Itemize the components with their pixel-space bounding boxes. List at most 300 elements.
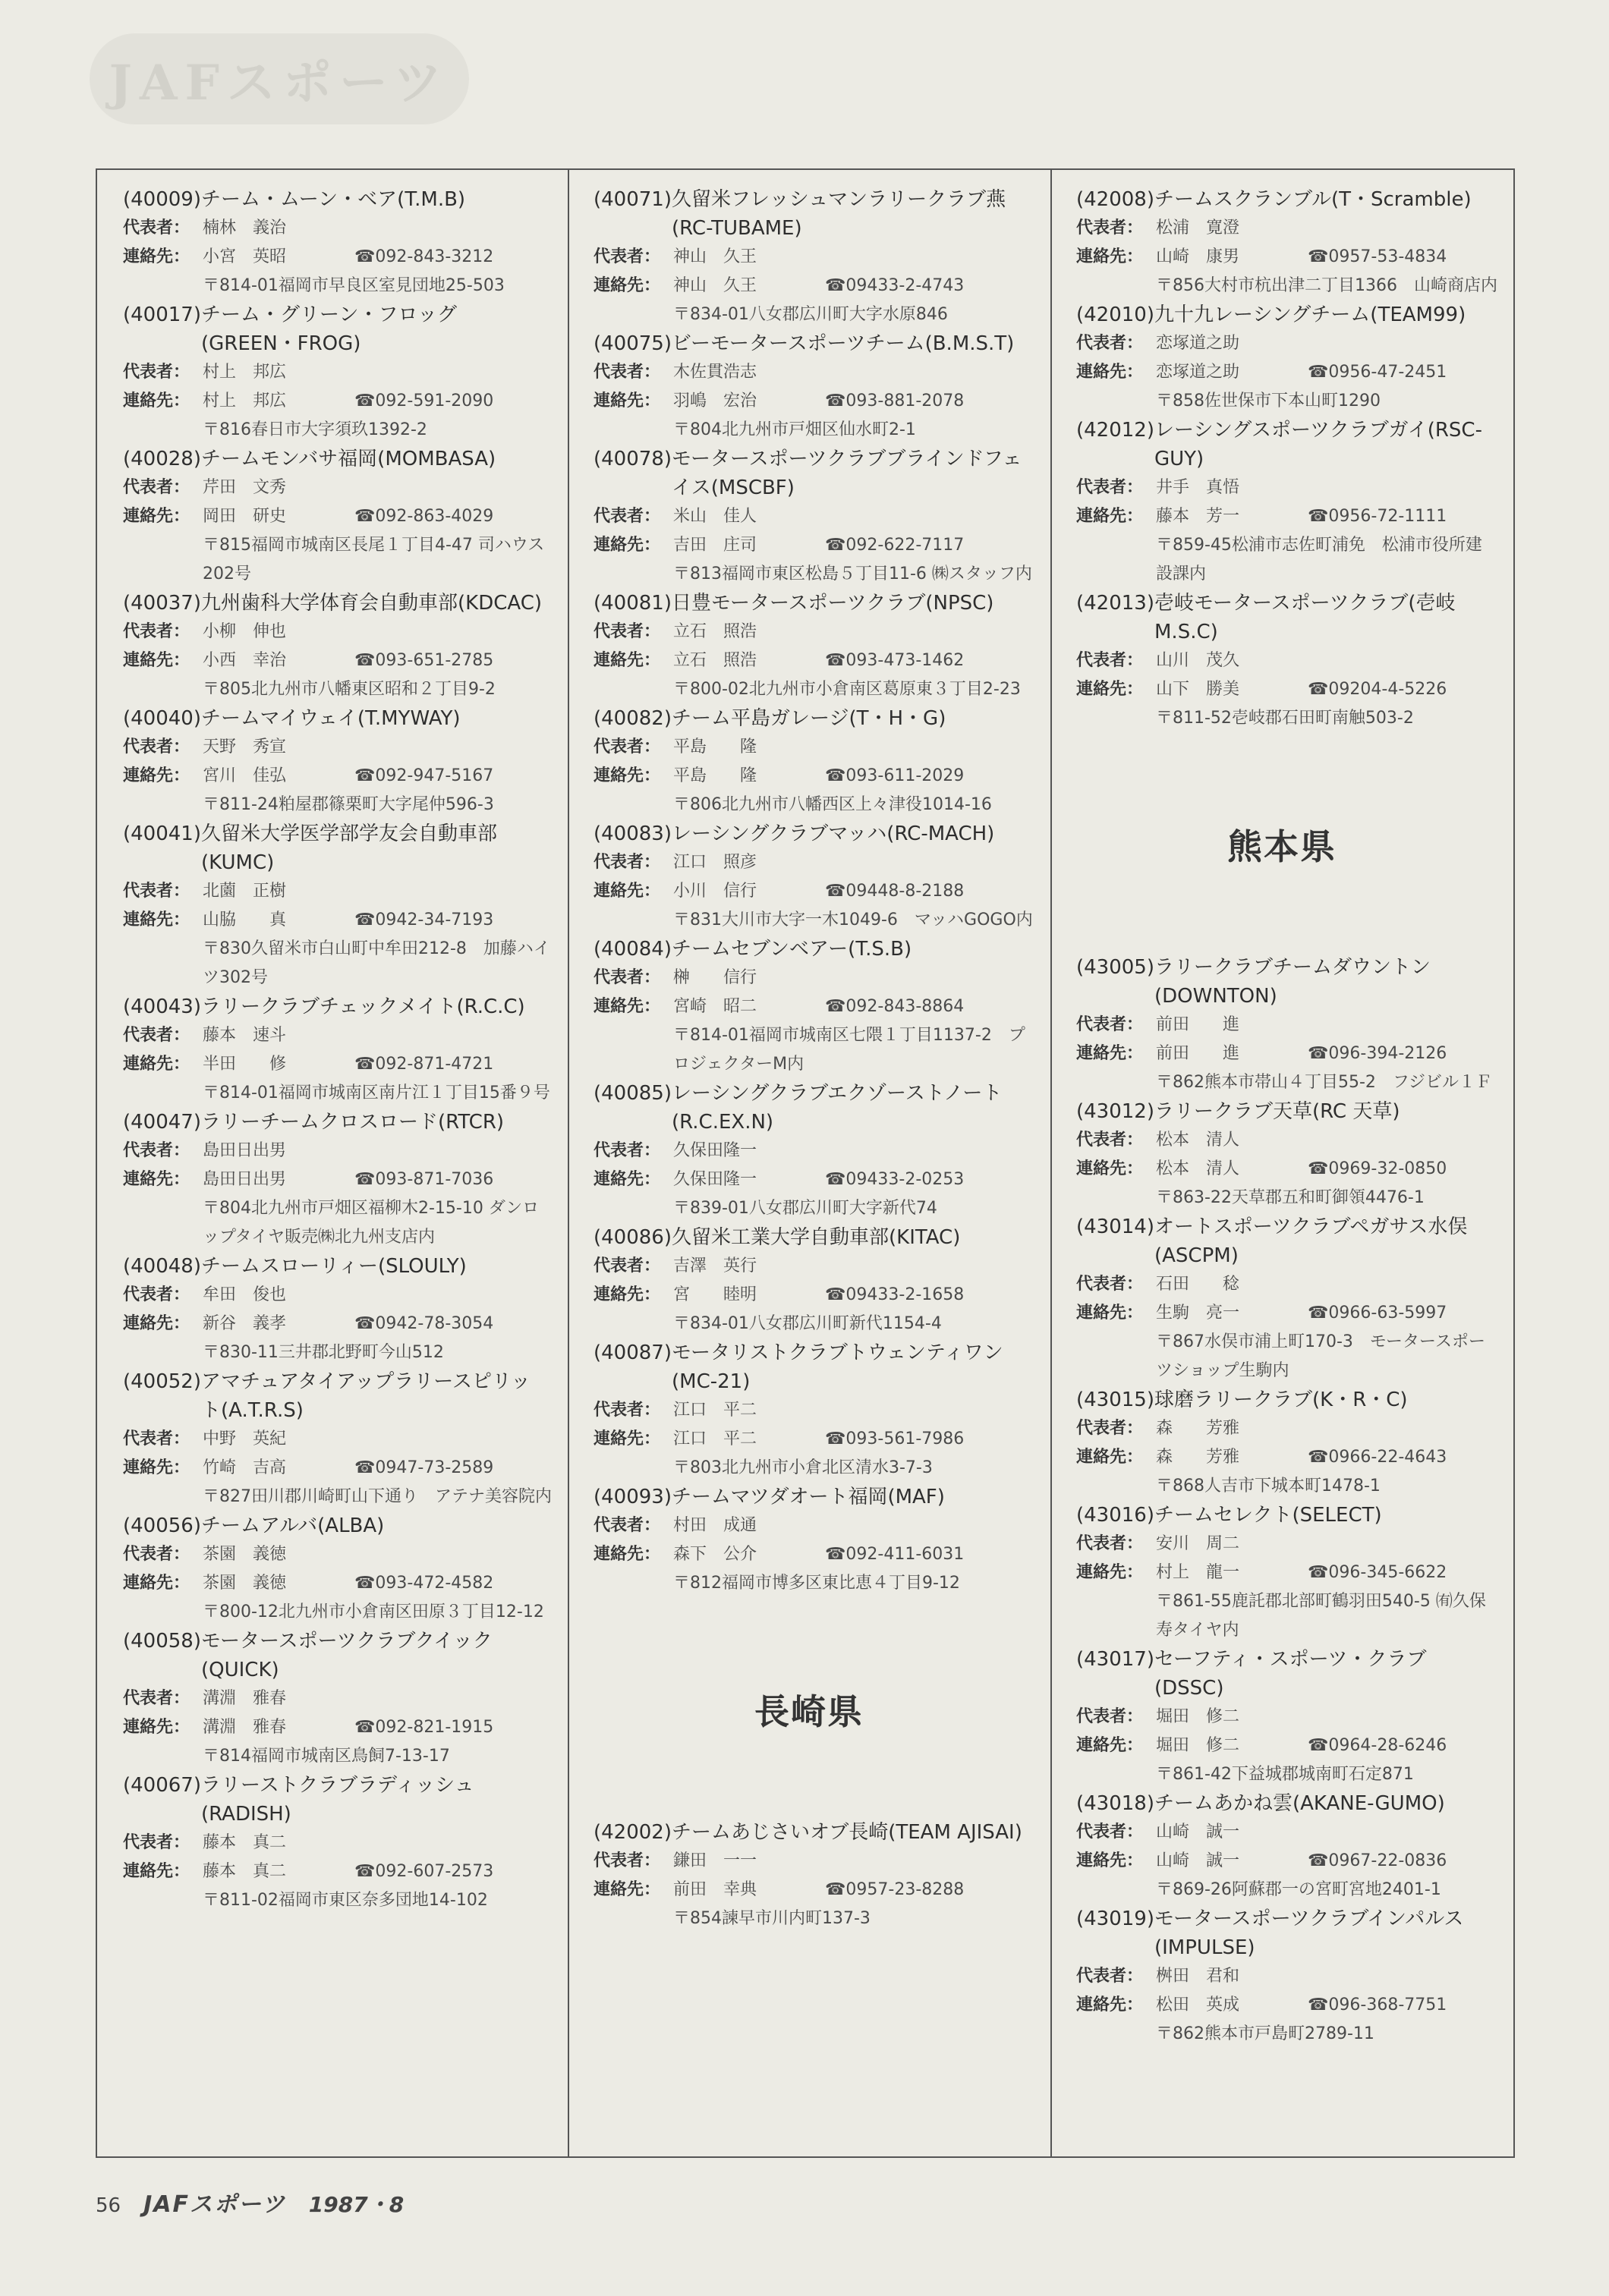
contact-row — [1076, 1155, 1513, 1184]
contact-name: 竹崎 吉高 — [203, 1458, 287, 1477]
contact-label: 連絡先： — [1076, 507, 1144, 526]
club-entry — [123, 704, 568, 819]
contact-row — [123, 1569, 568, 1598]
club-entry — [1076, 416, 1513, 589]
contact-row — [1076, 1299, 1513, 1328]
contact-row — [1076, 358, 1513, 387]
contact-row — [123, 906, 568, 935]
representative-label: 代表者： — [594, 363, 661, 382]
contact-label: 連絡先： — [1076, 680, 1144, 699]
phone-number: ☎09433-2-0253 — [825, 1170, 965, 1189]
club-name: セーフティ・スポーツ・クラブ(DSSC) — [1154, 1648, 1427, 1700]
phone-number: ☎0947-73-2589 — [354, 1458, 494, 1477]
page-number: 56 — [96, 2194, 121, 2217]
club-name: レーシングクラブマッハ(RC-MACH) — [672, 822, 995, 845]
representative-row — [123, 733, 568, 762]
club-name: レーシングクラブエクゾーストノート(R.C.EX.N) — [672, 1082, 1003, 1134]
representative-row — [123, 1425, 568, 1454]
contact-name: 山脇 真 — [203, 911, 287, 929]
postal-address: 〒812福岡市博多区東比恵４丁目9-12 — [673, 1574, 960, 1593]
contact-row — [1076, 1558, 1513, 1587]
club-code: (40047) — [123, 1111, 201, 1134]
representative-label: 代表者： — [594, 853, 661, 872]
club-code: (40078) — [594, 448, 672, 470]
contact-name: 溝淵 雅春 — [203, 1718, 287, 1737]
contact-name: 村上 邦広 — [203, 392, 287, 410]
contact-row — [594, 1876, 1050, 1904]
club-title — [123, 992, 568, 1021]
postal-address: 〒861-55鹿託郡北部町鶴羽田540-5 ㈲久保寿タイヤ内 — [1156, 1592, 1486, 1640]
phone-number: ☎096-394-2126 — [1308, 1044, 1447, 1063]
club-title — [1076, 1904, 1513, 1962]
representative-name: 堀田 修二 — [1156, 1707, 1240, 1726]
club-code: (43015) — [1076, 1389, 1154, 1411]
directory-frame — [96, 168, 1515, 2158]
club-entry — [123, 1108, 568, 1252]
club-entry — [123, 1771, 568, 1915]
club-code: (42002) — [594, 1821, 672, 1844]
club-entry — [1076, 1645, 1513, 1789]
representative-name: 楠林 義治 — [203, 219, 287, 237]
club-code: (42010) — [1076, 304, 1154, 326]
club-code: (40087) — [594, 1341, 672, 1364]
postal-address: 〒814-01福岡市城南区七隈１丁目1137-2 プロジェクターM内 — [673, 1026, 1025, 1074]
representative-row — [123, 1137, 568, 1165]
contact-label: 連絡先： — [123, 1055, 190, 1074]
postal-address: 〒827田川郡川崎町山下通り アテナ美容院内 — [203, 1487, 552, 1506]
club-entry — [1076, 185, 1513, 300]
representative-name: 北薗 正樹 — [203, 882, 287, 901]
representative-row — [123, 358, 568, 387]
contact-row — [1076, 675, 1513, 704]
representative-name: 山川 茂久 — [1156, 651, 1240, 670]
contact-name: 半田 修 — [203, 1055, 287, 1074]
magazine-title: JAFスポーツ — [143, 2191, 286, 2218]
postal-address: 〒811-02福岡市東区奈多団地14-102 — [203, 1891, 488, 1910]
club-entry — [594, 1483, 1050, 1598]
representative-label: 代表者： — [1076, 1707, 1144, 1726]
club-entry — [123, 445, 568, 589]
representative-label: 代表者： — [1076, 1823, 1144, 1842]
contact-name: 宮川 佳弘 — [203, 766, 287, 785]
contact-name: 宮 睦明 — [673, 1285, 757, 1304]
postal-address: 〒834-01八女郡広川町新代1154-4 — [673, 1314, 942, 1333]
representative-row — [123, 1540, 568, 1569]
representative-row — [1076, 1270, 1513, 1299]
column-2 — [568, 170, 1052, 2156]
phone-number: ☎0966-22-4643 — [1308, 1448, 1447, 1467]
contact-name: 前田 幸典 — [673, 1880, 757, 1899]
club-name: ラリーチームクロスロード(RTCR) — [201, 1111, 505, 1134]
contact-row — [1076, 243, 1513, 272]
club-code: (40056) — [123, 1514, 201, 1537]
club-title — [123, 819, 568, 877]
contact-name: 藤本 真二 — [203, 1862, 287, 1881]
club-code: (43014) — [1076, 1216, 1154, 1238]
club-name: チームあかね雲(AKANE-GUMO) — [1154, 1792, 1445, 1815]
representative-label: 代表者： — [123, 622, 190, 641]
contact-name: 堀田 修二 — [1156, 1736, 1240, 1755]
representative-row — [594, 243, 1050, 272]
contact-name: 江口 平二 — [673, 1429, 757, 1448]
club-code: (40037) — [123, 592, 201, 615]
club-code: (43019) — [1076, 1908, 1154, 1930]
postal-address: 〒863-22天草郡五和町御領4476-1 — [1156, 1188, 1425, 1207]
club-title — [123, 1252, 568, 1281]
representative-label: 代表者： — [123, 1833, 190, 1852]
contact-label: 連絡先： — [594, 882, 661, 901]
club-name: チーム・グリーン・フロッグ(GREEN・FROG) — [201, 304, 457, 355]
representative-row — [123, 214, 568, 243]
contact-name: 小川 信行 — [673, 882, 757, 901]
contact-label: 連絡先： — [594, 1285, 661, 1304]
representative-name: 榊 信行 — [673, 968, 757, 987]
club-title — [1076, 589, 1513, 646]
representative-label: 代表者： — [123, 1026, 190, 1045]
contact-name: 森 芳雅 — [1156, 1448, 1240, 1467]
contact-name: 茶園 義徳 — [203, 1574, 287, 1593]
club-name: チーム・ムーン・ベア(T.M.B) — [201, 188, 466, 211]
representative-label: 代表者： — [1076, 1275, 1144, 1294]
contact-label: 連絡先： — [123, 247, 190, 266]
club-title — [594, 445, 1050, 502]
contact-row — [123, 1454, 568, 1483]
club-entry — [123, 1252, 568, 1367]
representative-name: 吉澤 英行 — [673, 1257, 757, 1275]
phone-number: ☎0967-22-0836 — [1308, 1851, 1447, 1870]
contact-row — [123, 243, 568, 272]
phone-number: ☎093-472-4582 — [354, 1574, 494, 1593]
prefecture-heading: 熊本県 — [1227, 826, 1337, 867]
phone-number: ☎093-561-7986 — [825, 1429, 965, 1448]
contact-name: 松田 英成 — [1156, 1996, 1240, 2015]
club-entry — [594, 935, 1050, 1079]
postal-address: 〒856大村市杭出津二丁目1366 山崎商店内 — [1156, 276, 1497, 295]
contact-label: 連絡先： — [594, 1545, 661, 1564]
contact-name: 神山 久王 — [673, 276, 757, 295]
club-code: (40017) — [123, 304, 201, 326]
contact-row — [594, 992, 1050, 1021]
club-title — [123, 704, 568, 733]
representative-row — [123, 1829, 568, 1857]
club-entry — [123, 589, 568, 704]
representative-row — [594, 1396, 1050, 1425]
club-code: (40041) — [123, 822, 201, 845]
contact-name: 岡田 研史 — [203, 507, 287, 526]
club-entry — [594, 589, 1050, 704]
club-name: ラリークラブチームダウントン(DOWNTON) — [1154, 956, 1431, 1008]
postal-address: 〒804北九州市戸畑区仙水町2-1 — [673, 420, 916, 439]
club-entry — [594, 1338, 1050, 1483]
postal-address: 〒839-01八女郡広川町大字新代74 — [673, 1199, 937, 1218]
club-entry — [594, 1079, 1050, 1223]
phone-number: ☎0969-32-0850 — [1308, 1159, 1447, 1178]
contact-row — [123, 646, 568, 675]
club-title — [1076, 1789, 1513, 1818]
club-name: モータースポーツクラブインパルス(IMPULSE) — [1154, 1908, 1464, 1959]
phone-number: ☎0957-53-4834 — [1308, 247, 1447, 266]
column-1 — [97, 170, 569, 2156]
contact-label: 連絡先： — [123, 1314, 190, 1333]
club-name: 球磨ラリークラブ(K・R・C) — [1154, 1389, 1408, 1411]
club-name: チームセブンベアー(T.S.B) — [672, 938, 912, 961]
phone-number: ☎092-622-7117 — [825, 536, 965, 555]
contact-label: 連絡先： — [594, 766, 661, 785]
column-1-content — [97, 170, 568, 1915]
contact-name: 小宮 英昭 — [203, 247, 287, 266]
phone-number: ☎0956-72-1111 — [1308, 507, 1447, 526]
phone-number: ☎093-651-2785 — [354, 651, 494, 670]
club-name: チームスローリィー(SLOULY) — [201, 1255, 467, 1278]
representative-name: 井手 真悟 — [1156, 478, 1240, 497]
club-code: (40085) — [594, 1082, 672, 1105]
representative-row — [123, 1021, 568, 1050]
club-title — [1076, 416, 1513, 473]
club-code: (40028) — [123, 448, 201, 470]
representative-name: 久保田隆一 — [673, 1141, 757, 1160]
representative-row — [594, 502, 1050, 531]
representative-label: 代表者： — [594, 1516, 661, 1535]
contact-name: 生駒 亮一 — [1156, 1304, 1240, 1323]
club-code: (40082) — [594, 707, 672, 730]
club-title — [1076, 300, 1513, 329]
club-title — [1076, 1645, 1513, 1703]
representative-name: 村田 成通 — [673, 1516, 757, 1535]
contact-name: 松本 清人 — [1156, 1159, 1240, 1178]
postal-address: 〒830久留米市白山町中牟田212-8 加藤ハイツ302号 — [203, 939, 550, 987]
club-code: (40093) — [594, 1486, 672, 1508]
representative-row — [594, 848, 1050, 877]
representative-name: 山崎 誠一 — [1156, 1823, 1240, 1842]
column-3-content — [1050, 170, 1513, 2049]
contact-label: 連絡先： — [123, 911, 190, 929]
club-title — [123, 1511, 568, 1540]
contact-label: 連絡先： — [123, 1170, 190, 1189]
club-title — [594, 1338, 1050, 1396]
club-entry — [594, 329, 1050, 445]
club-name: ラリークラブチェックメイト(R.C.C) — [201, 995, 525, 1018]
contact-row — [1076, 1443, 1513, 1472]
club-entry — [123, 992, 568, 1108]
representative-label: 代表者： — [1076, 1967, 1144, 1986]
club-entry — [1076, 1789, 1513, 1904]
representative-label: 代表者： — [123, 738, 190, 756]
club-code: (40048) — [123, 1255, 201, 1278]
contact-name: 島田日出男 — [203, 1170, 287, 1189]
representative-label: 代表者： — [594, 1257, 661, 1275]
contact-label: 連絡先： — [594, 1880, 661, 1899]
magazine-header-stamp: JAFスポーツ — [90, 33, 469, 124]
contact-label: 連絡先： — [594, 536, 661, 555]
phone-number: ☎0957-23-8288 — [825, 1880, 965, 1899]
contact-row — [123, 387, 568, 416]
representative-label: 代表者： — [1076, 478, 1144, 497]
phone-number: ☎093-473-1462 — [825, 651, 965, 670]
club-name: オートスポーツクラブペガサス水俣(ASCPM) — [1154, 1216, 1468, 1267]
representative-name: 小柳 伸也 — [203, 622, 287, 641]
representative-row — [1076, 1962, 1513, 1991]
representative-label: 代表者： — [594, 968, 661, 987]
contact-name: 宮崎 昭二 — [673, 997, 757, 1016]
representative-row — [123, 1281, 568, 1310]
club-code: (43016) — [1076, 1504, 1154, 1527]
contact-row — [123, 1165, 568, 1194]
club-code: (40081) — [594, 592, 672, 615]
postal-address: 〒814福岡市城南区鳥飼7-13-17 — [203, 1747, 450, 1766]
club-title — [1076, 1385, 1513, 1414]
postal-address: 〒814-01福岡市城南区南片江１丁目15番９号 — [203, 1084, 550, 1102]
club-entry — [123, 1511, 568, 1627]
representative-label: 代表者： — [123, 219, 190, 237]
club-name: チームあじさいオブ長崎(TEAM AJISAI) — [672, 1821, 1022, 1844]
contact-label: 連絡先： — [1076, 363, 1144, 382]
phone-number: ☎093-611-2029 — [825, 766, 965, 785]
representative-row — [594, 1847, 1050, 1876]
contact-row — [1076, 1991, 1513, 2020]
club-code: (42013) — [1076, 592, 1154, 615]
club-title — [123, 445, 568, 473]
postal-address: 〒811-24粕屋郡篠栗町大字尾仲596-3 — [203, 795, 494, 814]
club-name: モータースポーツクラブブラインドフェイス(MSCBF) — [672, 448, 1022, 499]
representative-name: 神山 久王 — [673, 247, 757, 266]
contact-name: 村上 龍一 — [1156, 1563, 1240, 1582]
contact-label: 連絡先： — [123, 766, 190, 785]
postal-address: 〒834-01八女郡広川町大字水原846 — [673, 305, 948, 324]
club-name: 久留米フレッシュマンラリークラブ燕(RC-TUBAME) — [672, 188, 1006, 240]
club-name: 九十九レーシングチーム(TEAM99) — [1154, 304, 1466, 326]
club-title — [1076, 1212, 1513, 1270]
club-title — [594, 185, 1050, 243]
club-name: チームスクランブル(T・Scramble) — [1154, 188, 1472, 211]
club-name: レーシングスポーツクラブガイ(RSC-GUY) — [1154, 419, 1482, 470]
contact-row — [1076, 1039, 1513, 1068]
contact-label: 連絡先： — [1076, 1044, 1144, 1063]
contact-label: 連絡先： — [594, 276, 661, 295]
phone-number: ☎09433-2-4743 — [825, 276, 965, 295]
phone-number: ☎0942-34-7193 — [354, 911, 494, 929]
representative-name: 安川 周二 — [1156, 1534, 1240, 1553]
contact-label: 連絡先： — [1076, 1563, 1144, 1582]
contact-label: 連絡先： — [594, 1170, 661, 1189]
representative-label: 代表者： — [1076, 1419, 1144, 1438]
representative-row — [1076, 1703, 1513, 1731]
representative-row — [594, 964, 1050, 992]
club-title — [123, 1771, 568, 1829]
club-name: ラリーストクラブラディッシュ(RADISH) — [201, 1774, 474, 1826]
representative-row — [1076, 214, 1513, 243]
club-title — [594, 1483, 1050, 1511]
contact-row — [123, 1310, 568, 1338]
representative-label: 代表者： — [1076, 1534, 1144, 1553]
representative-label: 代表者： — [123, 1141, 190, 1160]
club-title — [594, 819, 1050, 848]
representative-row — [1076, 473, 1513, 502]
club-title — [594, 1818, 1050, 1847]
representative-name: 恋塚道之助 — [1156, 334, 1240, 353]
club-name: 久留米工業大学自動車部(KITAC) — [672, 1226, 961, 1249]
club-code: (40084) — [594, 938, 672, 961]
club-entry — [594, 704, 1050, 819]
postal-address: 〒869-26阿蘇郡一の宮町宮地2401-1 — [1156, 1880, 1441, 1899]
representative-label: 代表者： — [1076, 334, 1144, 353]
club-code: (40052) — [123, 1370, 201, 1393]
club-title — [1076, 1501, 1513, 1530]
club-entry — [594, 445, 1050, 589]
contact-row — [594, 1281, 1050, 1310]
phone-number: ☎0964-28-6246 — [1308, 1736, 1447, 1755]
club-entry — [1076, 1385, 1513, 1501]
club-title — [1076, 953, 1513, 1011]
club-entry — [1076, 1904, 1513, 2049]
contact-label: 連絡先： — [594, 997, 661, 1016]
representative-name: 茶園 義徳 — [203, 1545, 287, 1564]
contact-label: 連絡先： — [1076, 1851, 1144, 1870]
contact-label: 連絡先： — [594, 1429, 661, 1448]
club-title — [123, 1627, 568, 1684]
contact-row — [594, 1165, 1050, 1194]
club-code: (43012) — [1076, 1100, 1154, 1123]
representative-row — [1076, 1818, 1513, 1847]
contact-name: 山崎 誠一 — [1156, 1851, 1240, 1870]
representative-label: 代表者： — [594, 1141, 661, 1160]
postal-address: 〒804北九州市戸畑区福柳木2-15-10 ダンロップタイヤ販売㈱北九州支店内 — [203, 1199, 540, 1247]
contact-label: 連絡先： — [123, 507, 190, 526]
representative-name: 江口 照彦 — [673, 853, 757, 872]
postal-address: 〒811-52壱岐郡石田町南触503-2 — [1156, 709, 1414, 728]
representative-row — [1076, 329, 1513, 358]
contact-row — [123, 762, 568, 791]
club-title — [123, 300, 568, 358]
club-code: (40009) — [123, 188, 201, 211]
representative-name: 溝淵 雅春 — [203, 1689, 287, 1708]
postal-address: 〒806北九州市八幡西区上々津役1014-16 — [673, 795, 992, 814]
phone-number: ☎092-591-2090 — [354, 392, 494, 410]
representative-name: 芹田 文秀 — [203, 478, 287, 497]
representative-name: 江口 平二 — [673, 1401, 757, 1420]
representative-label: 代表者： — [594, 622, 661, 641]
representative-label: 代表者： — [123, 1689, 190, 1708]
representative-row — [594, 1252, 1050, 1281]
club-code: (40083) — [594, 822, 672, 845]
representative-row — [594, 1137, 1050, 1165]
club-name: チームモンバサ福岡(MOMBASA) — [201, 448, 496, 470]
phone-number: ☎09204-4-5226 — [1308, 680, 1447, 699]
contact-name: 羽嶋 宏治 — [673, 392, 757, 410]
representative-row — [1076, 1414, 1513, 1443]
contact-row — [123, 1050, 568, 1079]
club-name: チームアルバ(ALBA) — [201, 1514, 385, 1537]
representative-label: 代表者： — [123, 478, 190, 497]
contact-row — [594, 1540, 1050, 1569]
postal-address: 〒816春日市大字須玖1392-2 — [203, 420, 427, 439]
representative-label: 代表者： — [123, 1429, 190, 1448]
phone-number: ☎092-863-4029 — [354, 507, 494, 526]
representative-row — [123, 618, 568, 646]
club-title — [594, 704, 1050, 733]
representative-label: 代表者： — [594, 507, 661, 526]
postal-address: 〒800-02北九州市小倉南区葛原東３丁目2-23 — [673, 680, 1021, 699]
representative-name: 牟田 俊也 — [203, 1285, 287, 1304]
representative-label: 代表者： — [123, 882, 190, 901]
club-entry — [1076, 589, 1513, 733]
contact-name: 小西 幸治 — [203, 651, 287, 670]
phone-number: ☎0942-78-3054 — [354, 1314, 494, 1333]
postal-address: 〒858佐世保市下本山町1290 — [1156, 392, 1381, 410]
club-code: (40043) — [123, 995, 201, 1018]
phone-number: ☎092-843-8864 — [825, 997, 965, 1016]
representative-row — [594, 618, 1050, 646]
prefecture-heading: 長崎県 — [754, 1691, 864, 1732]
